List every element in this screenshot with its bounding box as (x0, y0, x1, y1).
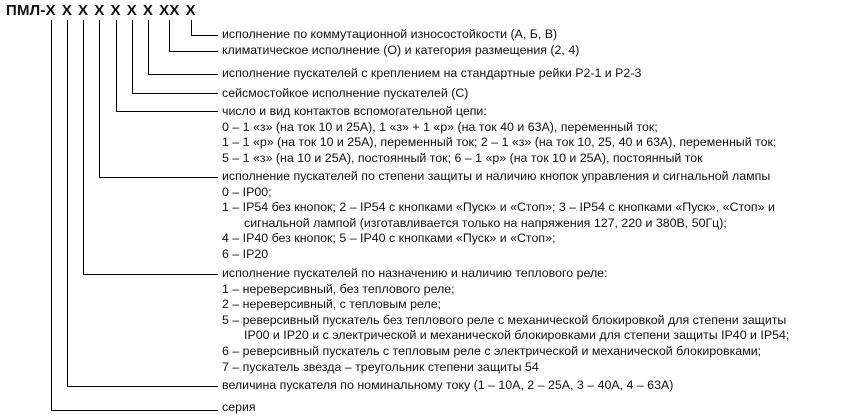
desc-line: 6 – реверсивный пускатель с тепловым реле с электрической и механической блокировками; (222, 343, 762, 358)
code-segment: Х (45, 2, 56, 19)
connector-line (52, 20, 219, 411)
desc-seismic-version (222, 86, 468, 102)
code-segment: Х (110, 2, 121, 19)
desc-line: 1 – 1 «р» (на ток 10 и 25А), переменный ток; 2 – 1 «з» (на ток 10, 25, 40 и 63А), переменный ток; (222, 135, 777, 150)
desc-line: 0 – 1 «з» (на ток 10 и 25А), 1 «з» + 1 «р» (на ток 40 и 63А), переменный ток; (222, 119, 658, 134)
desc-line: 4 – IP40 без кнопок; 5 – IP40 с кнопками «Пуск» и «Стоп»; (222, 231, 556, 246)
desc-line: 2 – нереверсивный, с тепловым реле; (222, 297, 442, 312)
desc-line: исполнение по коммутационной износостойкости (А, Б, В) (222, 27, 558, 41)
connector-line (100, 20, 219, 178)
product-code (6, 2, 196, 19)
desc-wear-resistance (222, 27, 557, 43)
desc-auxiliary-contacts (222, 104, 776, 166)
desc-line: 5 – 1 «з» (на 10 и 25А), постоянный ток; 6 – 1 «р» (на ток 10 и 25А), постоянный ток (222, 150, 703, 165)
connector-line (192, 20, 219, 36)
desc-line: величина пускателя по номинальному току (1 – 10А, 2 – 25А, 3 – 40А, 4 – 63А) (222, 378, 674, 392)
desc-series (222, 400, 256, 416)
code-segment: Х (142, 2, 154, 19)
code-segment: ХХ (159, 2, 180, 19)
desc-line: 6 – IP20 (222, 246, 269, 261)
connector-line (84, 20, 219, 275)
code-segment: Х (126, 2, 137, 19)
code-segment: Х (61, 2, 73, 19)
desc-line: климатическое исполнение (О) и категория размещения (2, 4) (222, 43, 580, 57)
desc-line: исполнение пускателей с креплением на стандартные рейки Р2-1 и Р2-3 (222, 66, 642, 80)
desc-line: исполнение пускателей по назначению и наличию теплового реле: (222, 266, 608, 280)
desc-line: IP00 и IP20 и с электрической и механической блокировками для степени защиты IP40 и IP54; (244, 328, 790, 343)
desc-line: серия (222, 400, 256, 414)
desc-line: сейсмостойкое исполнение пускателей (С) (222, 86, 469, 100)
desc-line: 0 – IP00; (222, 184, 272, 199)
desc-line: исполнение пускателей по степени защиты и наличию кнопок управления и сигнальной лампы (222, 169, 771, 183)
desc-line: число и вид контактов вспомогательной цепи: (222, 104, 487, 118)
desc-rail-mount (222, 66, 641, 82)
connector-line (149, 20, 219, 75)
desc-line: 7 – пускатель звезда – треугольник степени защиты 54 (222, 359, 539, 374)
desc-line: 5 – реверсивный пускатель без теплового реле с механической блокировкой для степени защиты (222, 312, 787, 327)
code-prefix: ПМЛ- (6, 2, 46, 19)
desc-protection-degree (222, 169, 775, 263)
desc-purpose-relay (222, 266, 789, 375)
code-segment: Х (78, 2, 89, 19)
code-segment: Х (185, 2, 196, 19)
desc-climatic-version (222, 43, 579, 59)
desc-starter-size (222, 378, 673, 394)
desc-line: 1 – IP54 без кнопок; 2 – IP54 с кнопками «Пуск» и «Стоп»; 3 – IP54 с кнопками «Пуск», «Стоп» и (222, 200, 775, 215)
desc-line: 1 – нереверсивный, без теплового реле; (222, 281, 455, 296)
connector-line (133, 20, 219, 94)
connector-line (117, 20, 219, 112)
desc-line: сигнальной лампой (изготавливается только на напряжения 127, 220 и 380В, 50Гц); (244, 215, 727, 230)
code-segment: Х (94, 2, 105, 19)
